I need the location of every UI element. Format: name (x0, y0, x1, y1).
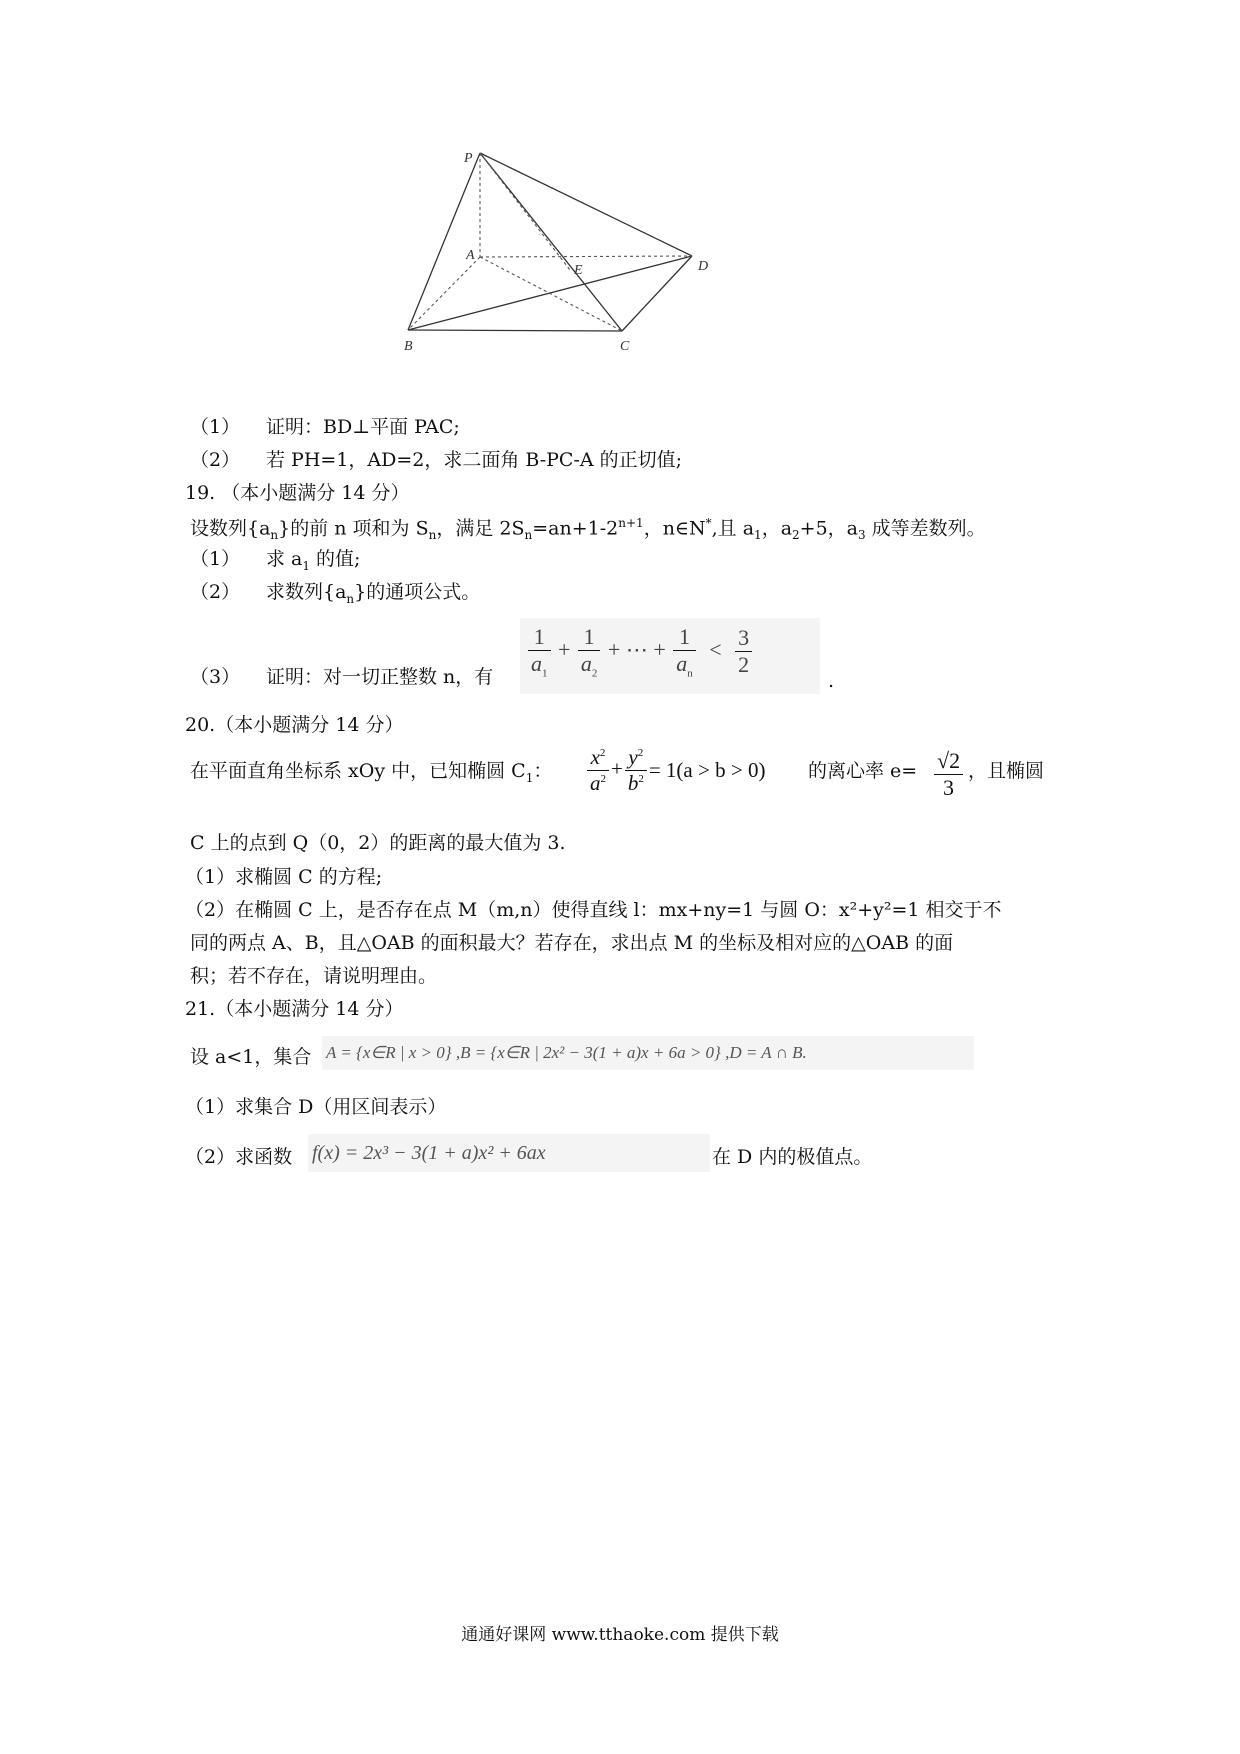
edge-AC (480, 257, 622, 331)
q20-header: 20.（本小题满分 14 分） (185, 714, 404, 736)
label-P: P (464, 151, 473, 166)
q21-part2-label: （2）求函数 (185, 1146, 293, 1168)
edge-CD (622, 256, 692, 331)
label-D: D (698, 259, 709, 274)
q21-part2-end: 在 D 内的极值点。 (712, 1146, 873, 1168)
edge-PB (408, 153, 480, 330)
edge-BC (408, 330, 622, 331)
q20-part2-l1: （2）在椭圆 C 上，是否存在点 M（m,n）使得直线 l：mx+ny=1 与圆 O：x²+y²=1 相交于不 (185, 899, 1002, 921)
q20-part1: （1）求椭圆 C 的方程; (185, 866, 383, 888)
q20-line2: C 上的点到 Q（0，2）的距离的最大值为 3. (190, 832, 566, 854)
q18-part2: （2） 若 PH=1，AD=2，求二面角 B-PC-A 的正切值; (190, 449, 683, 471)
label-A: A (466, 248, 475, 263)
q20-stem: 在平面直角坐标系 xOy 中，已知椭圆 $C_1$： (190, 760, 553, 785)
q19-stem: 设数列$\{a_n\}$的前 n 项和为 $S_n$，满足 $2S_n=an+1-2^{n+1}$，n∈N*,且 $a_1$，$a_2+5$，$a_3$ 成等差数列。 (190, 516, 986, 543)
q21-part1: （1）求集合 D（用区间表示） (185, 1096, 447, 1118)
eccentricity-value: $\frac{√2}{3}$ (932, 748, 965, 801)
sets-image: A = {x∈R | x > 0} ,B = {x∈R | 2x² − 3(1 + a)x + 6a > 0} ,D = A ∩ B. (322, 1036, 974, 1070)
pyramid-figure (404, 151, 790, 405)
function-image: f(x) = 2x³ − 3(1 + a)x² + 6ax (308, 1134, 710, 1172)
q18-part1: （1） 证明：BD⊥平面 PAC; (190, 416, 460, 438)
q19-part1: （1） 求 $a_1$ 的值; (190, 548, 361, 573)
q19-period: . (828, 670, 835, 692)
q20-part2-l3: 积；若不存在，请说明理由。 (190, 965, 438, 987)
edge-PC (480, 153, 622, 331)
edge-AB (408, 257, 480, 330)
q20-stem-end: ，且椭圆 (968, 760, 1045, 782)
edge-AD (480, 256, 692, 257)
q20-part2-l2: 同的两点 A、B，且△OAB 的面积最大？若存在，求出点 M 的坐标及相对应的△OAB 的面 (190, 932, 954, 954)
inequality-image: $\frac{1}{a_1}$ + $\frac{1}{a_2}$ + ⋯ + $\frac{1}{a_n}$ < $\frac{3}{2}$ (520, 618, 820, 694)
label-E: E (574, 263, 583, 278)
q19-part3: （3） 证明：对一切正整数 n，有 (190, 666, 494, 688)
label-B: B (404, 339, 413, 354)
footer-credit: 通通好课网 www.tthaoke.com 提供下载 (461, 1625, 779, 1645)
q19-part2: （2） 求数列$\{a_n\}$的通项公式。 (190, 581, 481, 606)
q20-eccentricity-text: 的离心率 e= (808, 760, 918, 782)
label-C: C (620, 339, 630, 354)
q21-stem: 设 a<1，集合 (190, 1046, 312, 1068)
ellipse-equation: $\frac{x^2}{a^2}$ + $\frac{y^2}{b^2}$ = 1(a > b > 0) (585, 745, 765, 796)
edge-PD (480, 153, 692, 256)
q19-header: 19. （本小题满分 14 分） (185, 482, 410, 504)
q21-header: 21.（本小题满分 14 分） (185, 998, 404, 1020)
